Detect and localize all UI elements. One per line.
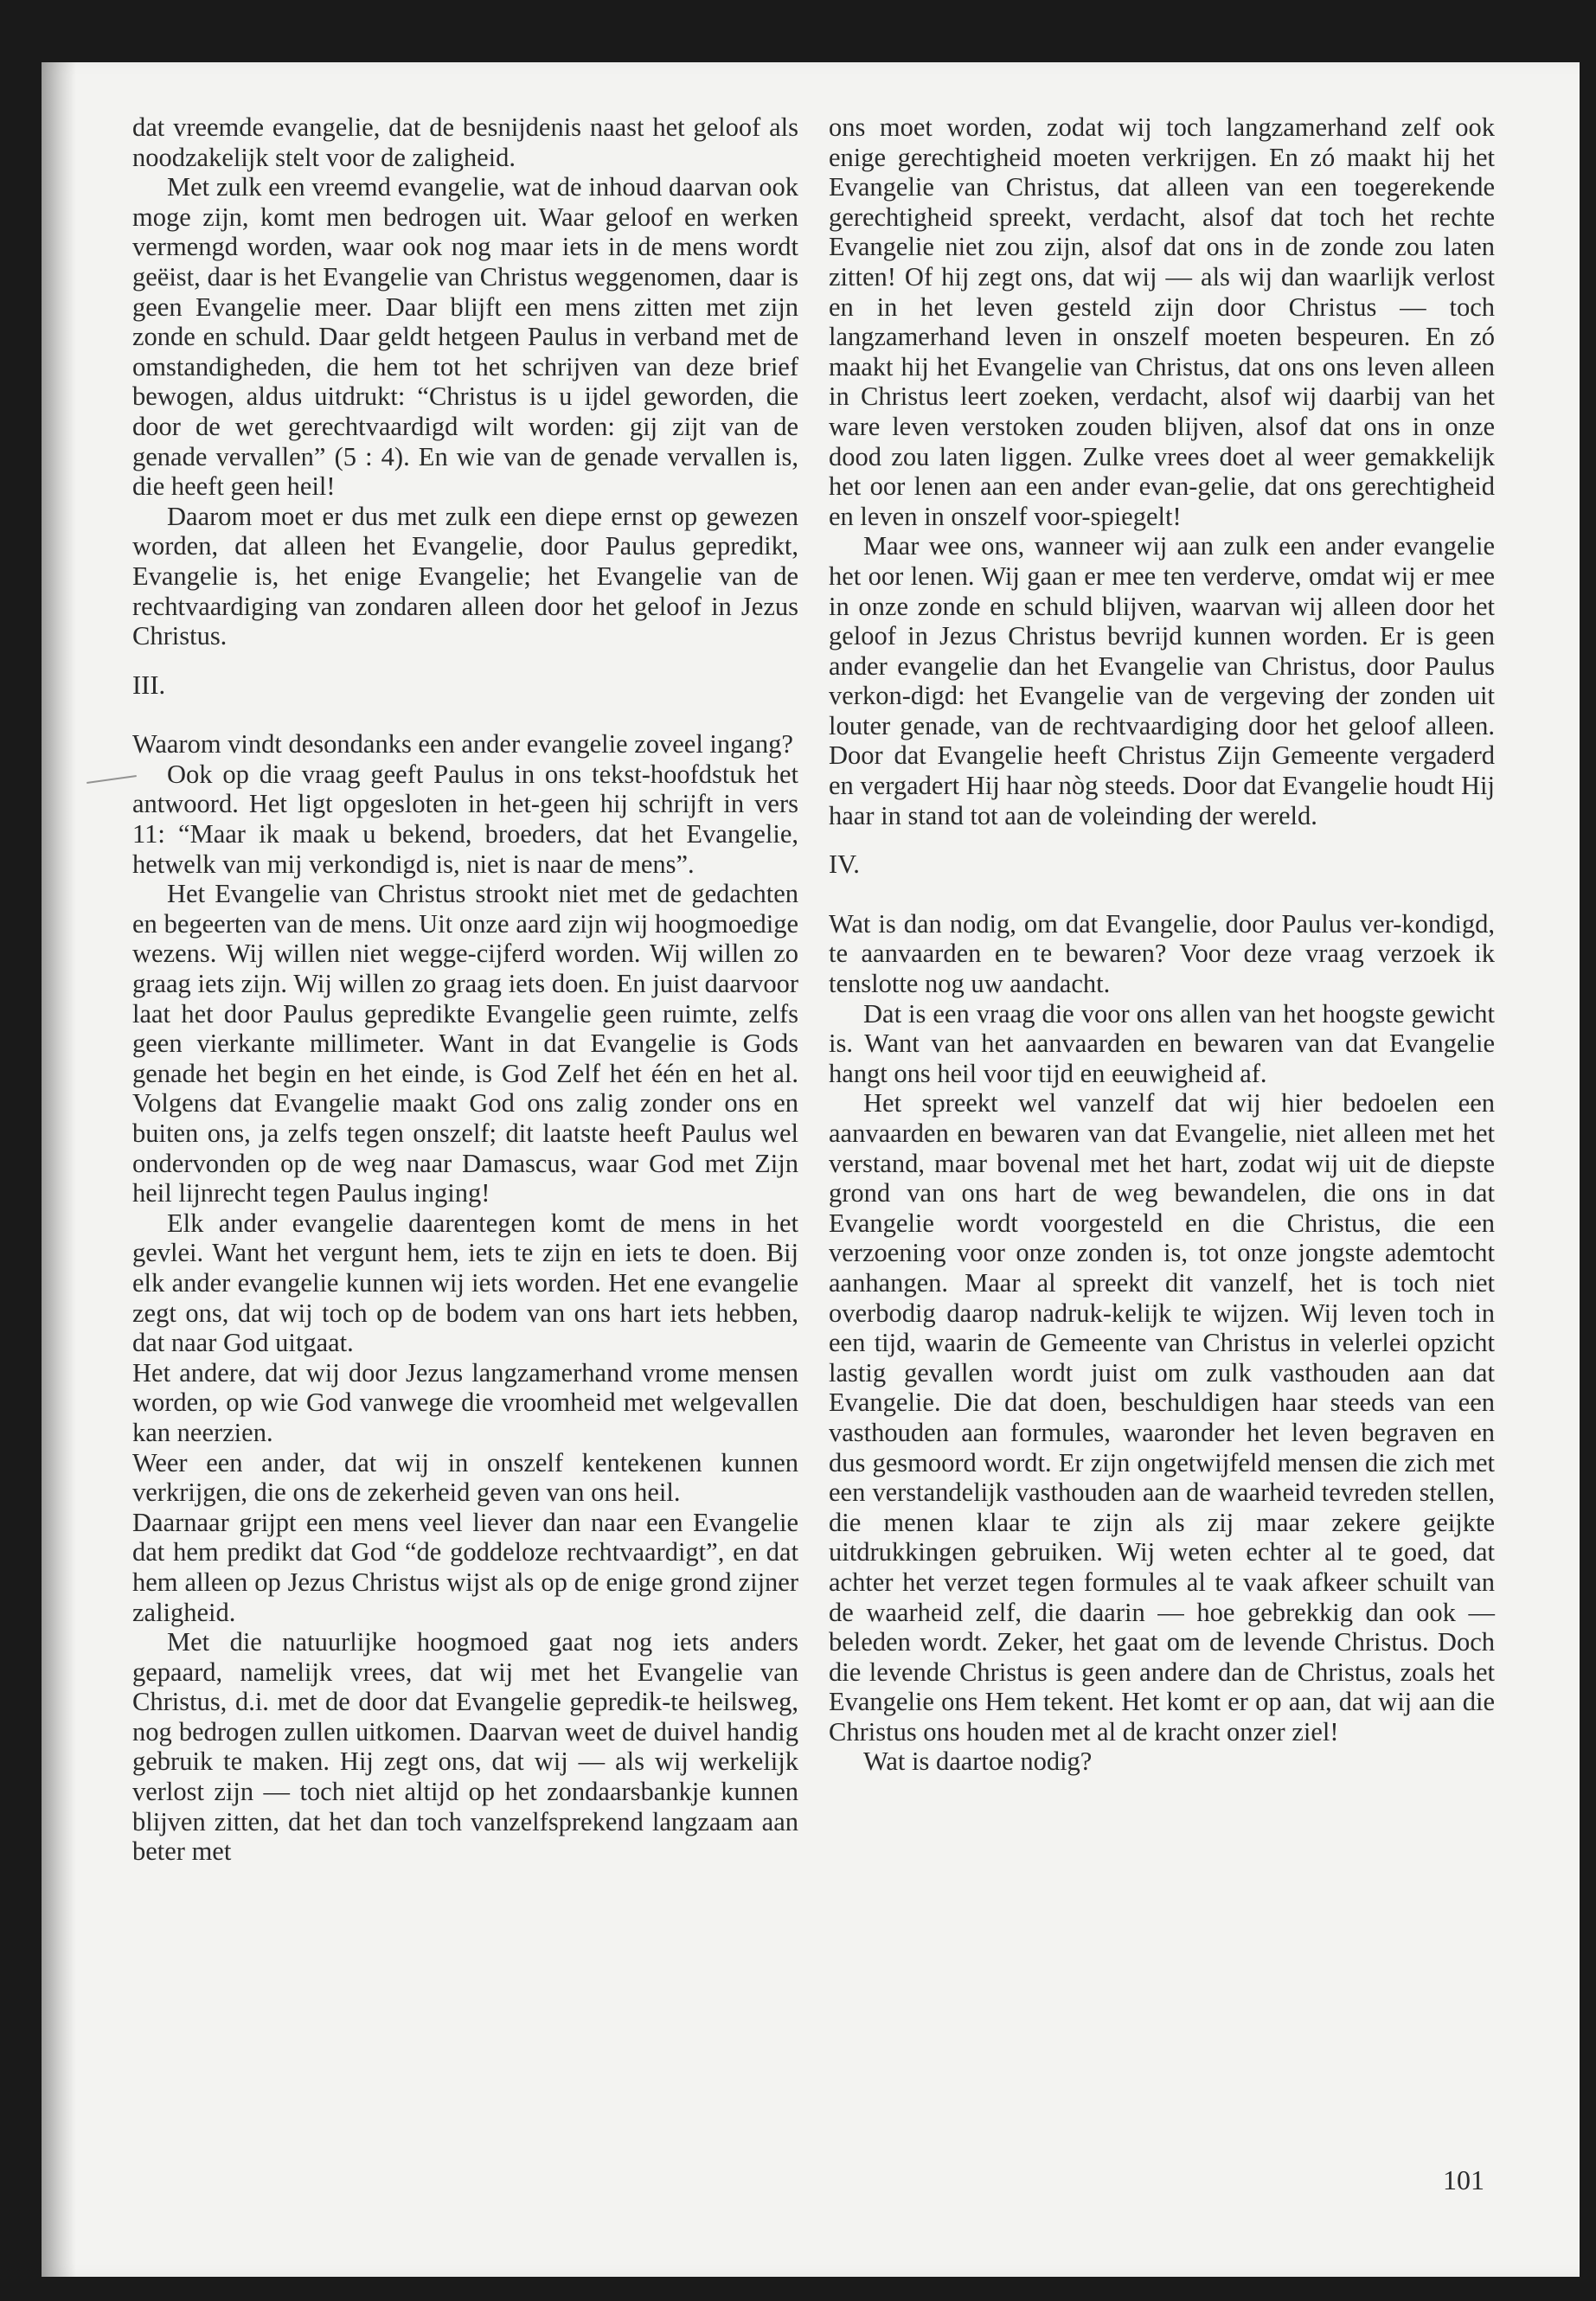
paragraph: Daarom moet er dus met zulk een diepe ernst op gewezen worden, dat alleen het Evangelie, door Paulus gepredikt, Evangelie is, het enige Evangelie; het Evangelie van de rechtvaardiging van zondaren alleen door het geloof in Jezus Christus. [132, 501, 798, 651]
paragraph: Ook op die vraag geeft Paulus in ons tekst-hoofdstuk het antwoord. Het ligt opgesloten in het-geen hij schrijft in vers 11: “Maar ik maak u bekend, broeders, dat het Evangelie, hetwelk van mij verkondigd is, niet is naar de mens”. [132, 759, 798, 879]
paragraph: Daarnaar grijpt een mens veel liever dan naar een Evangelie dat hem predikt dat God “de goddeloze rechtvaardigt”, en dat hem alleen op Jezus Christus wijst als op de enige grond zijner zaligheid. [132, 1507, 798, 1627]
left-column [132, 112, 798, 1867]
paragraph: Het andere, dat wij door Jezus langzamerhand vrome mensen worden, op wie God vanwege die vroomheid met welgevallen kan neerzien. [132, 1357, 798, 1447]
paragraph: Elk ander evangelie daarentegen komt de mens in het gevlei. Want het vergunt hem, iets te zijn en iets te doen. Bij elk ander evangelie kunnen wij iets worden. Het ene evangelie zegt ons, dat wij toch op de bodem van ons hart iets hebben, dat naar God uitgaat. [132, 1208, 798, 1358]
book-page [42, 62, 1580, 2277]
paragraph: Wat is daartoe nodig? [863, 1747, 1093, 1777]
paragraph: Waarom vindt desondanks een ander evangelie zoveel ingang? [132, 729, 793, 760]
paragraph: Met die natuurlijke hoogmoed gaat nog iets anders gepaard, namelijk vrees, dat wij met het Evangelie van Christus, d.i. met de door dat Evangelie gepredik-te heilsweg, nog bedrogen zullen uitkomen. Daarvan weet de duivel handig gebruik te maken. Hij zegt ons, dat wij — als wij werkelijk verlost zijn — toch niet altijd op het zondaarsbankje kunnen blijven zitten, dat het dan toch vanzelfsprekend langzaam aan beter met [132, 1627, 798, 1867]
binding-shadow [42, 62, 76, 2277]
paragraph: Wat is dan nodig, om dat Evangelie, door Paulus ver-kondigd, te aanvaarden en te bewaren? Voor deze vraag verzoek ik tenslotte nog uw aandacht. [829, 908, 1495, 999]
right-column [829, 112, 1495, 1777]
paragraph: Weer een ander, dat wij in onszelf kentekenen kunnen verkrijgen, die ons de zekerheid geven van ons heil. [132, 1447, 798, 1508]
paragraph: Dat is een vraag die voor ons allen van het hoogste gewicht is. Want van het aanvaarden en bewaren van dat Evangelie hangt ons heil voor tijd en eeuwigheid af. [829, 998, 1495, 1088]
paragraph: Met zulk een vreemd evangelie, wat de inhoud daarvan ook moge zijn, komt men bedrogen uit. Waar geloof en werken vermengd worden, waar ook nog maar iets in de mens wordt geëist, daar is het Evangelie van Christus weggenomen, daar is geen Evangelie meer. Daar blijft een mens zitten met zijn zonde en schuld. Daar geldt hetgeen Paulus in verband met de omstandigheden, die hem tot het schrijven van deze brief bewogen, aldus uitdrukt: “Christus is u ijdel geworden, die door de wet gerechtvaardigd wilt worden: gij zijt van de genade vervallen” (5 : 4). En wie van de genade vervallen is, die heeft geen heil! [132, 172, 798, 502]
paragraph: dat vreemde evangelie, dat de besnijdenis naast het geloof als noodzakelijk stelt voor de zaligheid. [132, 112, 798, 172]
section-heading-iv: IV. [829, 849, 860, 880]
paragraph: ons moet worden, zodat wij toch langzamerhand zelf ook enige gerechtigheid moeten verkrijgen. En zó maakt hij het Evangelie van Christus, dat alleen van een toegerekende gerechtigheid spreekt, verdacht, alsof dat toch het rechte Evangelie niet zou zijn, alsof dat ons in de zonde zou laten zitten! Of hij zegt ons, dat wij — als wij dan waarlijk verlost en in het leven gesteld zijn door Christus — toch langzamerhand leven in onszelf moeten bespeuren. En zó maakt hij het Evangelie van Christus, dat ons ons leven alleen in Christus leert zoeken, verdacht, alsof wij daarbij van het ware leven verstoken zouden blijven, alsof dat ons in onze dood zou laten liggen. Zulke vrees doet al weer gemakkelijk het oor lenen aan een ander evan-gelie, dat ons gerechtigheid en leven in onszelf voor-spiegelt! [829, 112, 1495, 531]
paragraph: Het Evangelie van Christus strookt niet met de gedachten en begeerten van de mens. Uit onze aard zijn wij hoogmoedige wezens. Wij willen niet wegge-cijferd worden. Wij willen zo graag iets zijn. Wij willen zo graag iets doen. En juist daarvoor laat het door Paulus gepredikte Evangelie geen ruimte, zelfs geen vierkante millimeter. Want in dat Evangelie is Gods genade het begin en het einde, is God Zelf het één en het al. Volgens dat Evangelie maakt God ons zalig zonder ons en buiten ons, ja zelfs tegen onszelf; dit laatste heeft Paulus wel ondervonden op de weg naar Damascus, waar God met Zijn heil lijnrecht tegen Paulus inging! [132, 879, 798, 1208]
section-heading-iii: III. [132, 670, 166, 700]
page-number: 101 [1443, 2164, 1484, 2195]
paragraph: Maar wee ons, wanneer wij aan zulk een ander evangelie het oor lenen. Wij gaan er mee ten verderve, omdat wij er mee in onze zonde en schuld blijven, waarvan wij alleen door het geloof in Jezus Christus bevrijd kunnen worden. Er is geen ander evangelie dan het Evangelie van Christus, door Paulus verkon-digd: het Evangelie van de vergeving der zonden uit louter genade, van de rechtvaardiging door het geloof alleen. Door dat Evangelie heeft Christus Zijn Gemeente vergaderd en vergadert Hij haar nòg steeds. Door dat Evangelie houdt Hij haar in stand tot aan de voleinding der wereld. [829, 531, 1495, 830]
margin-pencil-mark [87, 775, 137, 784]
paragraph: Het spreekt wel vanzelf dat wij hier bedoelen een aanvaarden en bewaren van dat Evangelie, niet alleen met het verstand, maar bovenal met het hart, zodat wij uit de diepste grond van ons hart de weg bewandelen, die ons in dat Evangelie wordt voorgesteld en die Christus, die een verzoening voor onze zonden is, tot onze jongste ademtocht aanhangen. Maar al spreekt dit vanzelf, het is toch niet overbodig daarop nadruk-kelijk te wijzen. Wij leven toch in een tijd, waarin de Gemeente van Christus in velerlei opzicht lastig gevallen wordt juist om zulk vasthouden aan dat Evangelie. Die dat doen, beschuldigen haar steeds van een vasthouden aan formules, waaronder het leven begraven en dus gesmoord wordt. Er zijn ongetwijfeld mensen die zich met een verstandelijk vasthouden aan de waarheid tevreden stellen, die menen klaar te zijn als zij maar zekere geijkte uitdrukkingen gebruiken. Wij weten echter al te goed, dat achter het verzet tegen formules al te vaak afkeer schuilt van de waarheid zelf, die daarin — hoe gebrekkig dan ook — beleden wordt. Zeker, het gaat om de levende Christus. Doch die levende Christus is geen andere dan de Christus, zoals het Evangelie ons Hem tekent. Het komt er op aan, dat wij aan die Christus ons houden met al de kracht onzer ziel! [829, 1088, 1495, 1747]
